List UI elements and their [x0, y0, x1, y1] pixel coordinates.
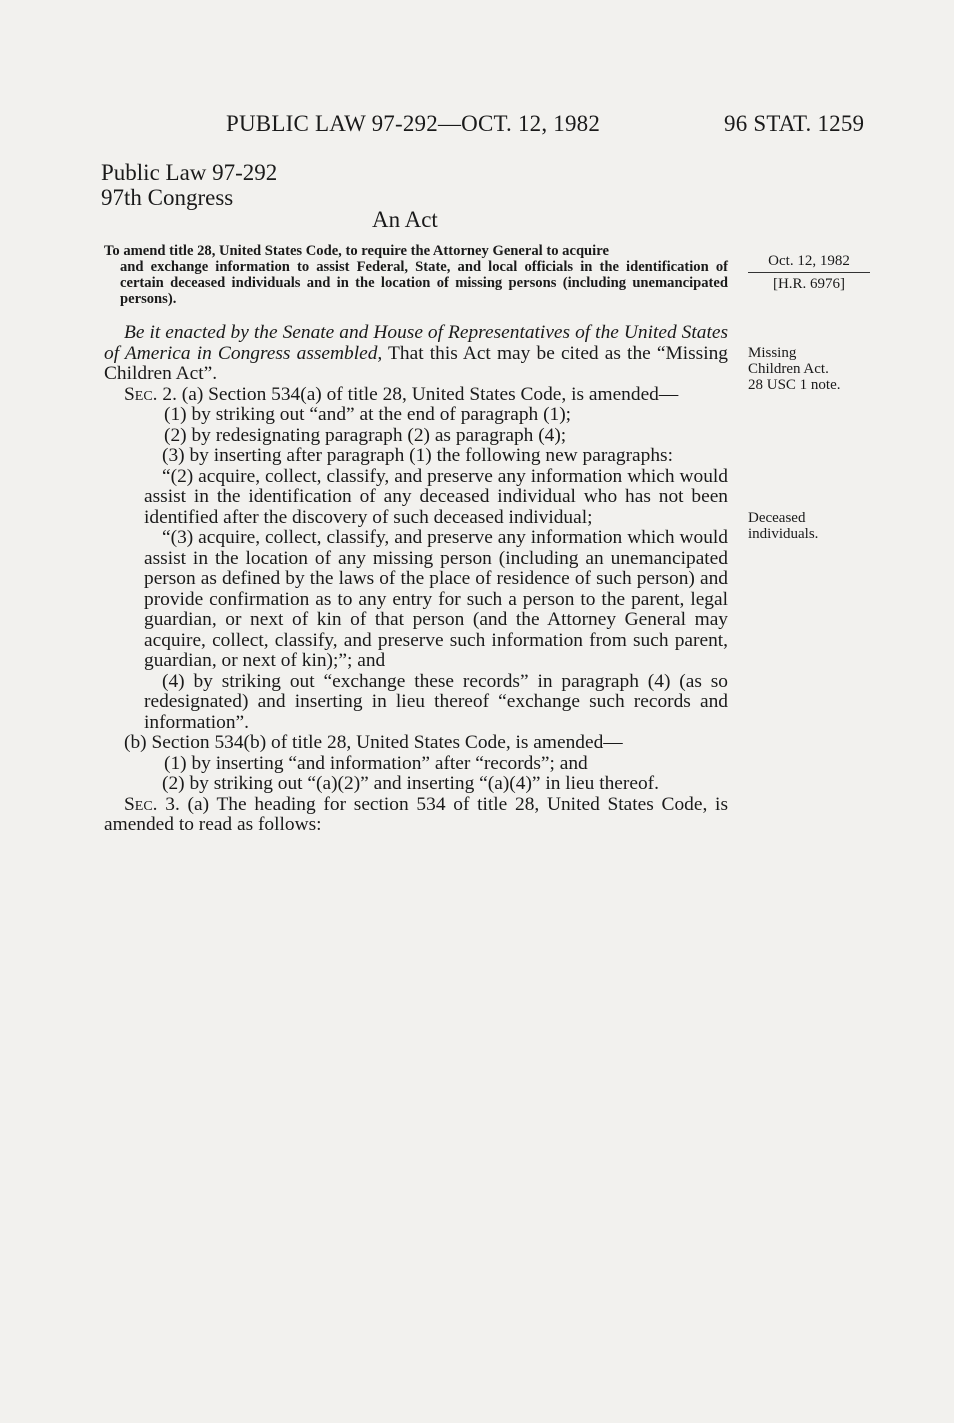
date-sidenote	[748, 250, 870, 295]
quoted-paragraph-2: “(2) acquire, collect, classify, and preserve any information which would assist in the identification of any deceased individual who has not been identified after the discovery of such deceased individual;	[144, 465, 728, 528]
act-body	[104, 323, 728, 836]
sidenote-line: 28 USC 1 note.	[748, 377, 841, 393]
congress-number: 97th Congress	[101, 185, 234, 210]
enacting-formula: Be it enacted by the Senate and House of Representatives of the United States of America in Congress assembled,	[104, 322, 728, 364]
section-2-intro	[104, 385, 728, 406]
short-title-text: That this Act may be cited as the “Missing Children Act”.	[104, 342, 728, 384]
paragraph-1: (1) by striking out “and” at the end of paragraph (1);	[164, 404, 572, 425]
subsection-b: (b) Section 534(b) of title 28, United States Code, is amended—	[124, 732, 623, 753]
public-law-number: Public Law 97-292	[101, 160, 278, 185]
purpose-first-line: To amend title 28, United States Code, to require the Attorney General to acquire	[104, 243, 609, 259]
public-law-title	[101, 160, 277, 210]
purpose-clause	[104, 243, 728, 307]
running-header-left: PUBLIC LAW 97-292—OCT. 12, 1982	[226, 111, 601, 136]
subsection-b-1: (1) by inserting “and information” after “records”; and	[164, 752, 588, 774]
paragraph-4: (4) by striking out “exchange these records” in paragraph (4) (as so redesignated) and inserting in lieu thereof “exchange such records and information”.	[144, 670, 728, 733]
sidenote-line: Children Act.	[748, 361, 829, 377]
bill-number: [H.R. 6976]	[772, 276, 846, 292]
missing-children-sidenote	[748, 345, 841, 393]
section-text: 3. (a) The heading for section 534 of title 28, United States Code, is amended to read as follows:	[104, 793, 728, 835]
sidenote-line: individuals.	[748, 526, 819, 542]
enactment-date: Oct. 12, 1982	[768, 253, 850, 269]
section-label: Sec.	[124, 383, 158, 405]
sidenote-line: Deceased	[748, 510, 806, 526]
paragraph-2: (2) by redesignating paragraph (2) as paragraph (4);	[164, 424, 567, 446]
sidenote-line: Missing	[748, 345, 797, 361]
subsection-b-2: (2) by striking out “(a)(2)” and inserting “(a)(4)” in lieu thereof.	[162, 773, 659, 794]
section-3-intro	[104, 795, 728, 836]
running-header-right: 96 STAT. 1259	[724, 111, 865, 136]
section-label: Sec.	[124, 793, 158, 815]
deceased-sidenote	[748, 510, 818, 542]
section-text: 2. (a) Section 534(a) of title 28, United States Code, is amended—	[157, 383, 679, 405]
act-heading: An Act	[372, 207, 438, 232]
enacting-clause	[104, 323, 728, 385]
purpose-continuation: and exchange information to assist Federal, State, and local officials in the identification of certain deceased individuals and in the location of missing persons (including unemancipated persons).	[120, 259, 728, 307]
paragraph-3: (3) by inserting after paragraph (1) the following new paragraphs:	[162, 445, 673, 466]
quoted-paragraph-3: “(3) acquire, collect, classify, and preserve any information which would assist in the location of any missing person (including an unemancipated person as defined by the laws of the place of residence of such person) and provide confirmation as to any entry for such a person to the parent, legal guardian, or next of kin of that person (and the Attorney General may acquire, collect, classify, and preserve such information from such parent, guardian, or next of kin);”; and	[144, 527, 728, 671]
